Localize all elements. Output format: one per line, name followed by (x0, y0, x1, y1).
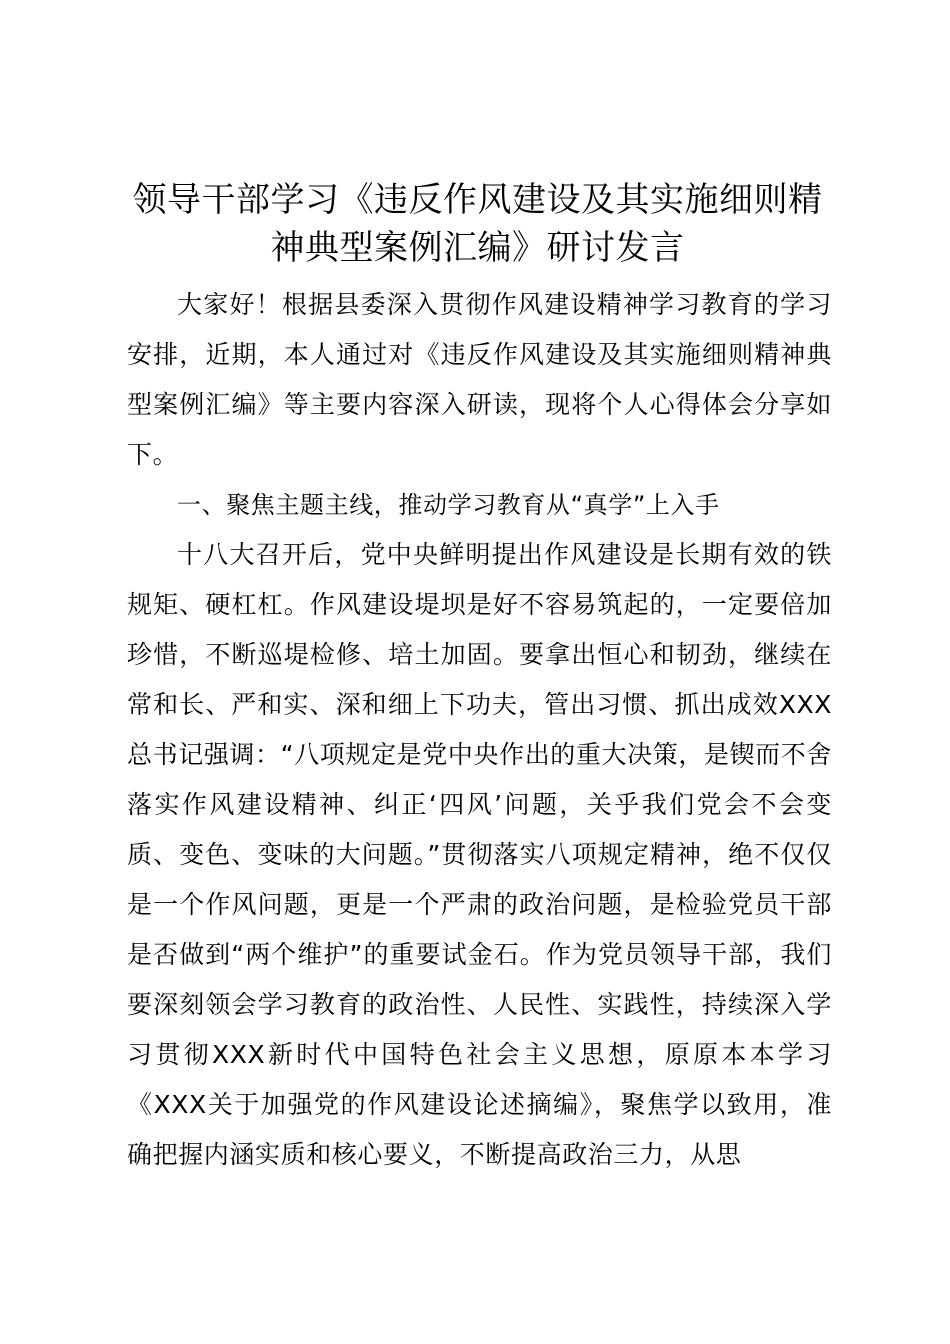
intro-paragraph: 大家好！根据县委深入贯彻作风建设精神学习教育的学习安排，近期，本人通过对《违反作风建设及其实施细则精神典型案例汇编》等主要内容深入研读，现将个人心得体会分享如下。 (127, 290, 832, 469)
body-paragraph: 十八大召开后，党中央鲜明提出作风建设是长期有效的铁规矩、硬杠杠。作风建设堤坝是好不容易筑起的，一定要倍加珍惜，不断巡堤检修、培土加固。要拿出恒心和韧劲，继续在常和长、严和实、深和细上下功夫，管出习惯、抓出成效XXX总书记强调：“八项规定是党中央作出的重大决策，是锲而不舍落实作风建设精神、纠正‘四风’问题，关乎我们党会不会变质、变色、变味的大问题。”贯彻落实八项规定精神，绝不仅仅是一个作风问题，更是一个严肃的政治问题，是检验党员干部是否做到“两个维护”的重要试金石。作为党员领导干部，我们要深刻领会学习教育的政治性、人民性、实践性，持续深入学习贯彻XXX新时代中国特色社会主义思想，原原本本学习《XXX关于加强党的作风建设论述摘编》，聚焦学以致用，准确把握内涵实质和核心要义，不断提高政治三力，从思 (127, 540, 832, 1169)
section-heading-1: 一、聚焦主题主线，推动学习教育从“真学”上入手 (177, 491, 720, 519)
document-title: 领导干部学习《违反作风建设及其实施细则精神典型案例汇编》研讨发言 (132, 180, 823, 268)
